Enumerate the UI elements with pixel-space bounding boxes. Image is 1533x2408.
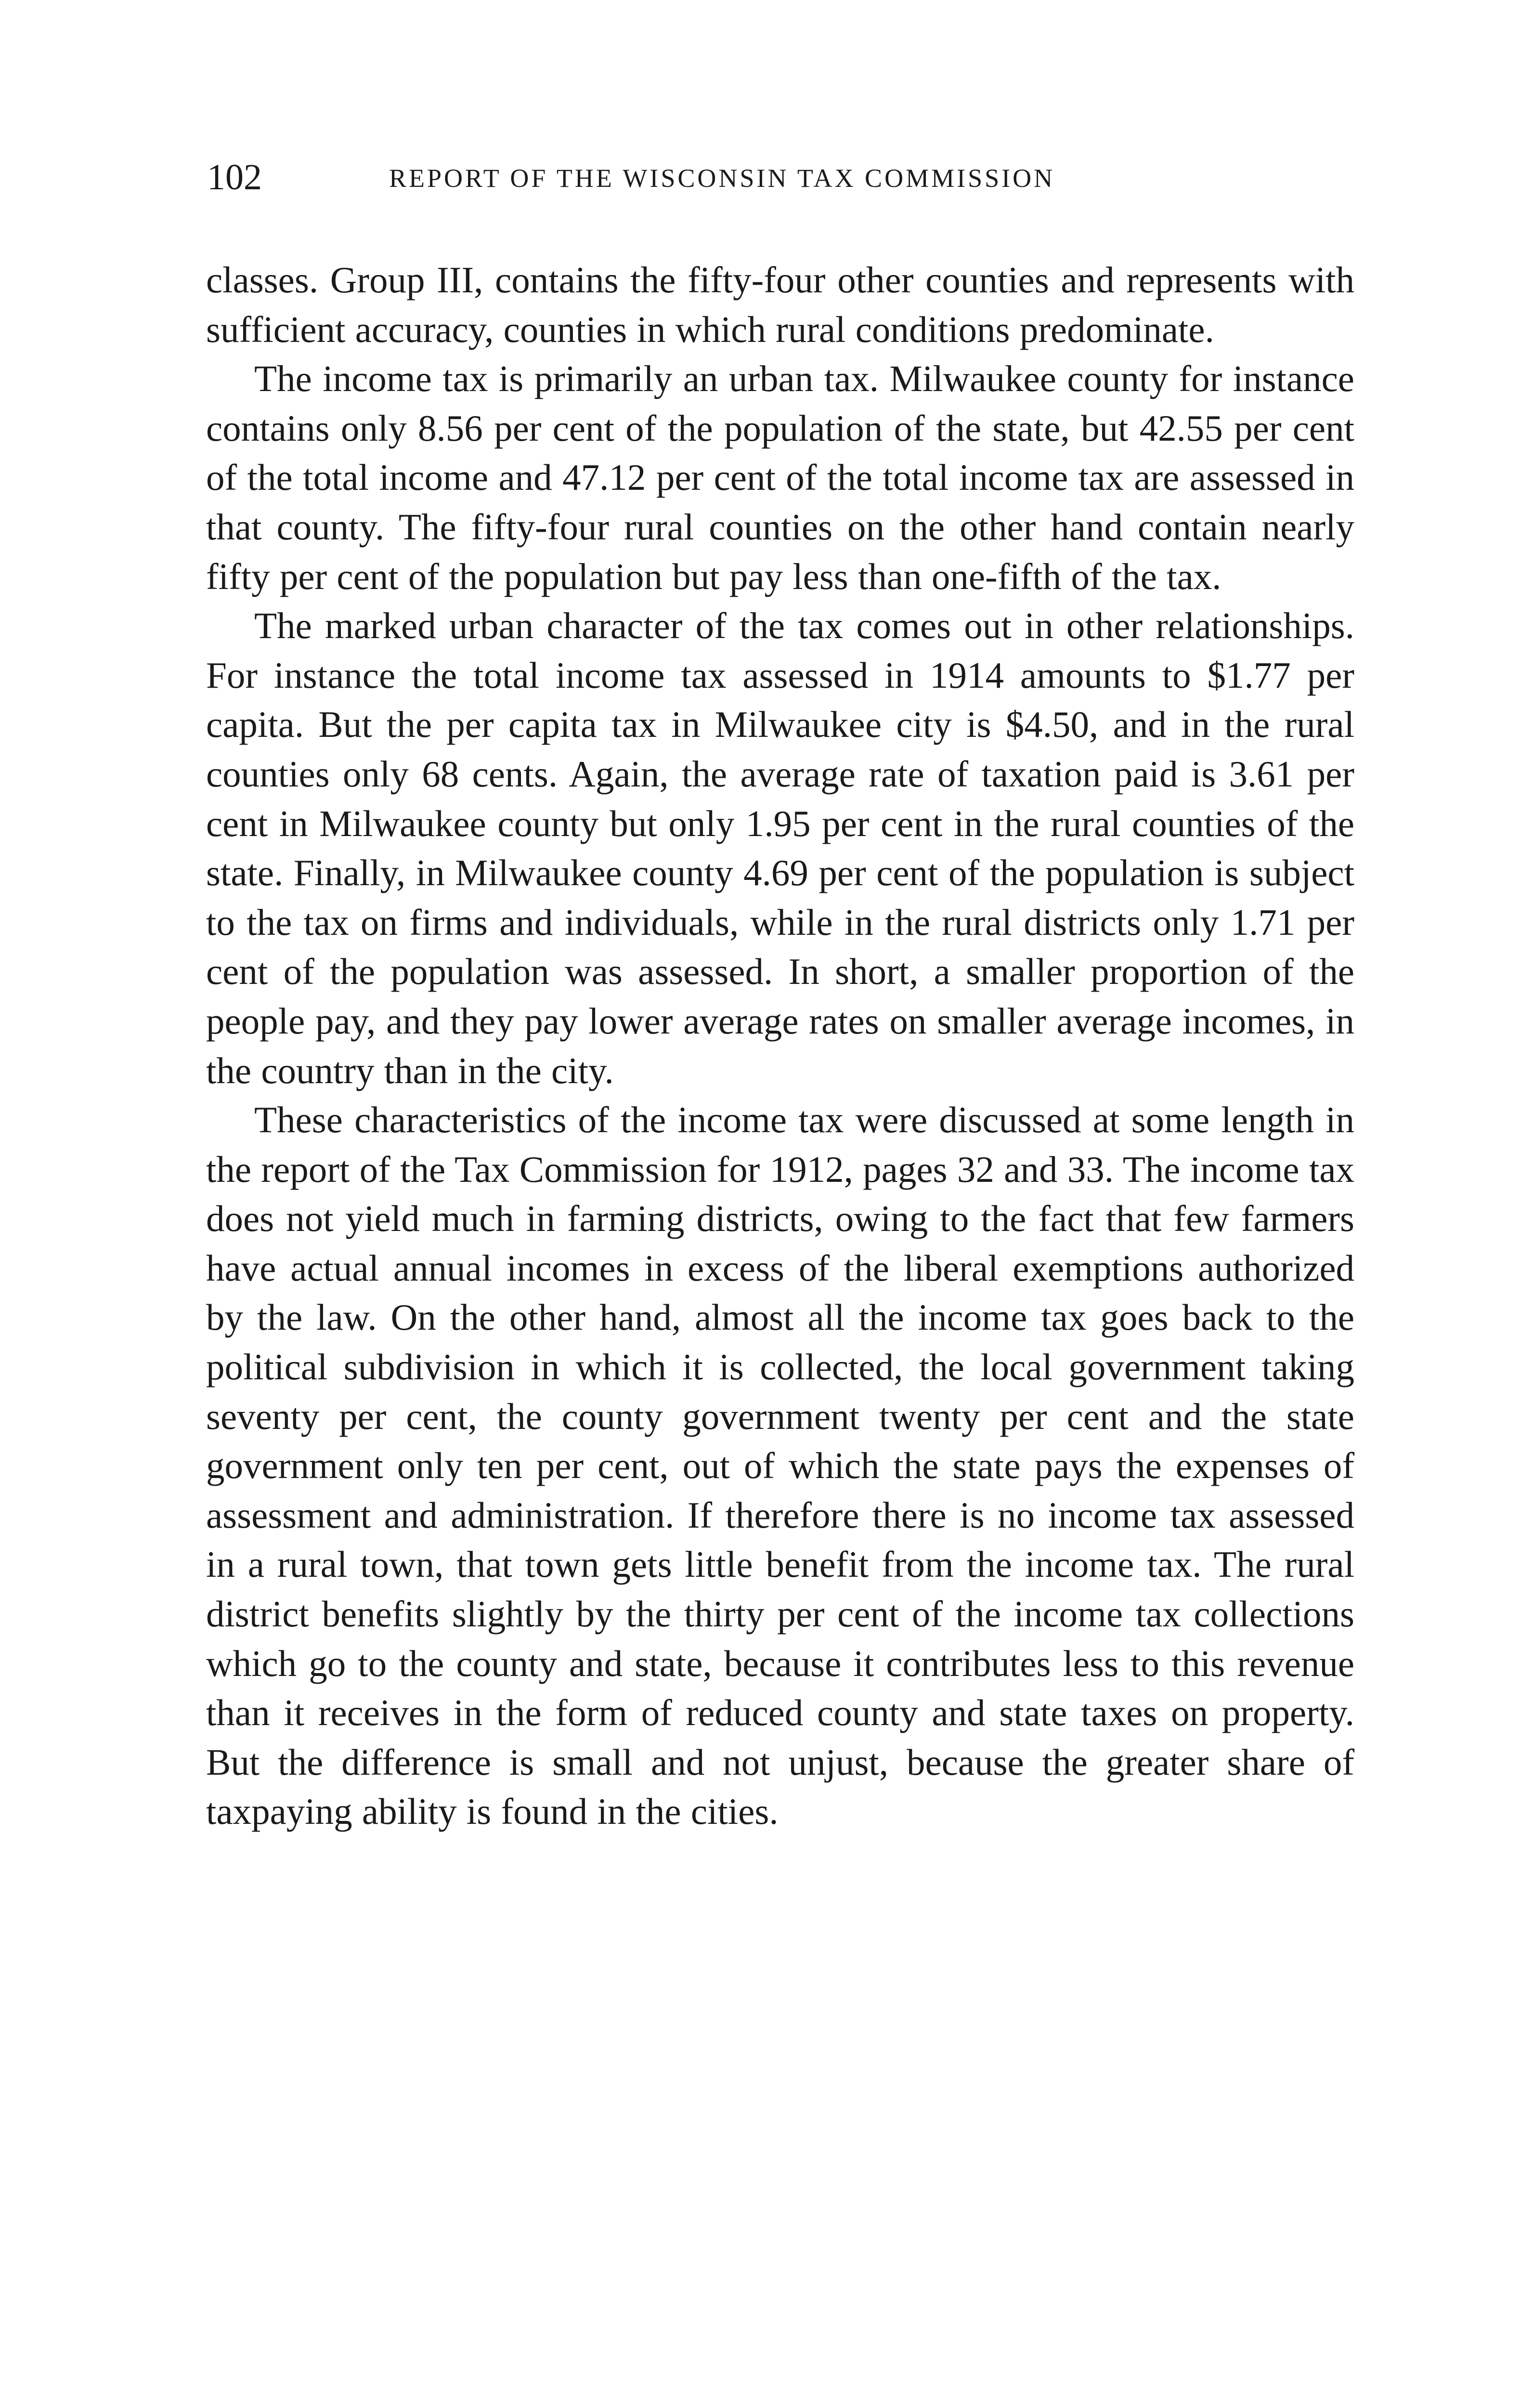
paragraph-urban-tax: The income tax is primarily an urban tax. Milwaukee county for instance contains only 8.56 per cent of the population of the state, but 42.55 per cent of the total income and 47.12 per cent of the total income tax are assessed in that county. The fifty-four rural counties on the other hand contain nearly fifty per cent of the population but pay less than one-fifth of the tax. (206, 358, 1354, 597)
page-number: 102 (207, 157, 262, 197)
body-text (206, 255, 1354, 1836)
running-head: REPORT OF THE WISCONSIN TAX COMMISSION (389, 164, 1055, 193)
page-header (207, 153, 1363, 206)
paragraph-continuation: classes. Group III, contains the fifty-four other counties and represents with sufficient accuracy, counties in which rural conditions predominate. (206, 259, 1354, 350)
paragraph-urban-character: The marked urban character of the tax comes out in other relationships. For instance the total income tax assessed in 1914 amounts to $1.77 per capita. But the per capita tax in Milwaukee city is $4.50, and in the rural counties only 68 cents. Again, the average rate of taxation paid is 3.61 per cent in Milwaukee county but only 1.95 per cent in the rural counties of the state. Finally, in Milwaukee county 4.69 per cent of the population is subject to the tax on firms and individuals, while in the rural districts only 1.71 per cent of the population was assessed. In short, a smaller proportion of the people pay, and they pay lower average rates on smaller average incomes, in the country than in the city. (206, 605, 1354, 1091)
paragraph-characteristics: These characteristics of the income tax were discussed at some length in the report of the Tax Commission for 1912, pages 32 and 33. The income tax does not yield much in farming districts, owing to the fact that few farmers have actual annual incomes in excess of the liberal exemptions authorized by the law. On the other hand, almost all the income tax goes back to the political subdivision in which it is collected, the local government taking seventy per cent, the county government twenty per cent and the state government only ten per cent, out of which the state pays the expenses of assessment and administration. If therefore there is no income tax assessed in a rural town, that town gets little benefit from the income tax. The rural district benefits slightly by the thirty per cent of the income tax collections which go to the county and state, because it contributes less to this revenue than it receives in the form of reduced county and state taxes on property. But the difference is small and not unjust, because the greater share of taxpaying ability is found in the cities. (206, 1099, 1354, 1832)
